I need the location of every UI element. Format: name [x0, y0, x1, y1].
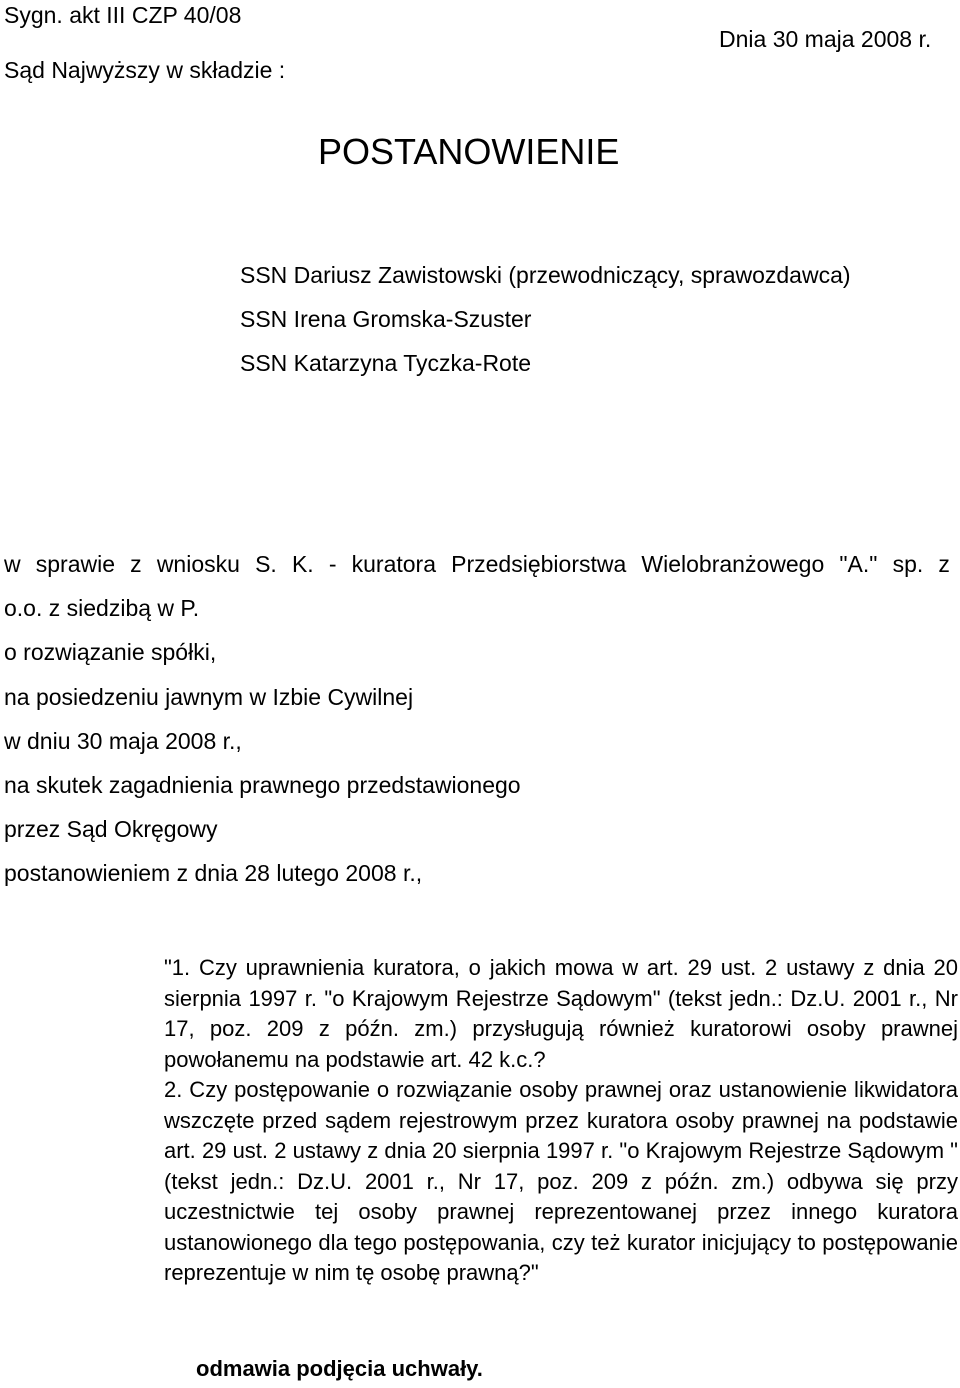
case-line-7: przez Sąd Okręgowy — [4, 816, 218, 843]
case-line-5: w dniu 30 maja 2008 r., — [4, 727, 242, 754]
judge-item: SSN Dariusz Zawistowski (przewodniczący, sprawozdawca) — [240, 262, 851, 288]
case-line-4: na posiedzeniu jawnym w Izbie Cywilnej — [4, 683, 414, 710]
case-word: w — [4, 551, 21, 577]
case-word: wniosku — [156, 551, 240, 577]
case-line-6: na skutek zagadnienia prawnego przedstawionego — [4, 772, 521, 799]
legal-question-2: 2. Czy postępowanie o rozwiązanie osoby prawnej oraz ustanowienie likwidatora wszczęte przed sądem rejestrowym przez kuratora osoby prawnej na podstawie art. 29 ust. 2 ustawy z dnia 20 sierpnia 1997 r. "o Krajowym Rejestrze Sądowym " (tekst jedn.: Dz.U. 2001 r., Nr 17, poz. 209 z późn. zm.) odbywa się przy uczestnictwie tej osoby prawnej reprezentowanej przez innego kuratora ustanowionego dla tego postępowania, czy też kurator inicjujący to postępowanie reprezentuje w nim tę osobę prawną?" — [164, 1077, 958, 1285]
case-word: z — [130, 551, 142, 577]
resolution-text: odmawia podjęcia uchwały. — [196, 1356, 483, 1381]
decision-date: Dnia 30 maja 2008 r. — [719, 26, 932, 52]
case-word: "A." — [839, 551, 878, 577]
case-word: K. — [291, 551, 314, 577]
case-line-3: o rozwiązanie spółki, — [4, 639, 217, 666]
case-line-1 — [4, 542, 950, 586]
case-description — [4, 542, 950, 896]
case-word: S. — [255, 551, 277, 577]
case-line-8: postanowieniem z dnia 28 lutego 2008 r., — [4, 860, 423, 887]
case-word: kuratora — [351, 551, 436, 577]
case-word: sprawie — [35, 551, 116, 577]
court-composition-label: Sąd Najwyższy w składzie : — [4, 57, 286, 83]
case-word: Wielobranżowego — [641, 551, 825, 577]
case-word: Przedsiębiorstwa — [451, 551, 627, 577]
legal-question-1: "1. Czy uprawnienia kuratora, o jakich mowa w art. 29 ust. 2 ustawy z dnia 20 sierpnia 1997 r. "o Krajowym Rejestrze Sądowym" (tekst jedn.: Dz.U. 2001 r., Nr 17, poz. 209 z późn. zm.) przysługują również kuratorowi osoby prawnej powołanemu na podstawie art. 42 k.c.? — [164, 955, 958, 1072]
document-title: POSTANOWIENIE — [318, 131, 620, 172]
judge-item: SSN Irena Gromska-Szuster — [240, 306, 532, 332]
case-line-2: o.o. z siedzibą w P. — [4, 595, 200, 622]
case-word: z — [938, 551, 950, 577]
case-word: sp. — [892, 551, 924, 577]
case-word: - — [328, 551, 337, 577]
legal-question — [164, 953, 958, 1289]
case-signature: Sygn. akt III CZP 40/08 — [4, 2, 242, 28]
judges-list — [240, 253, 851, 385]
judge-item: SSN Katarzyna Tyczka-Rote — [240, 350, 532, 376]
